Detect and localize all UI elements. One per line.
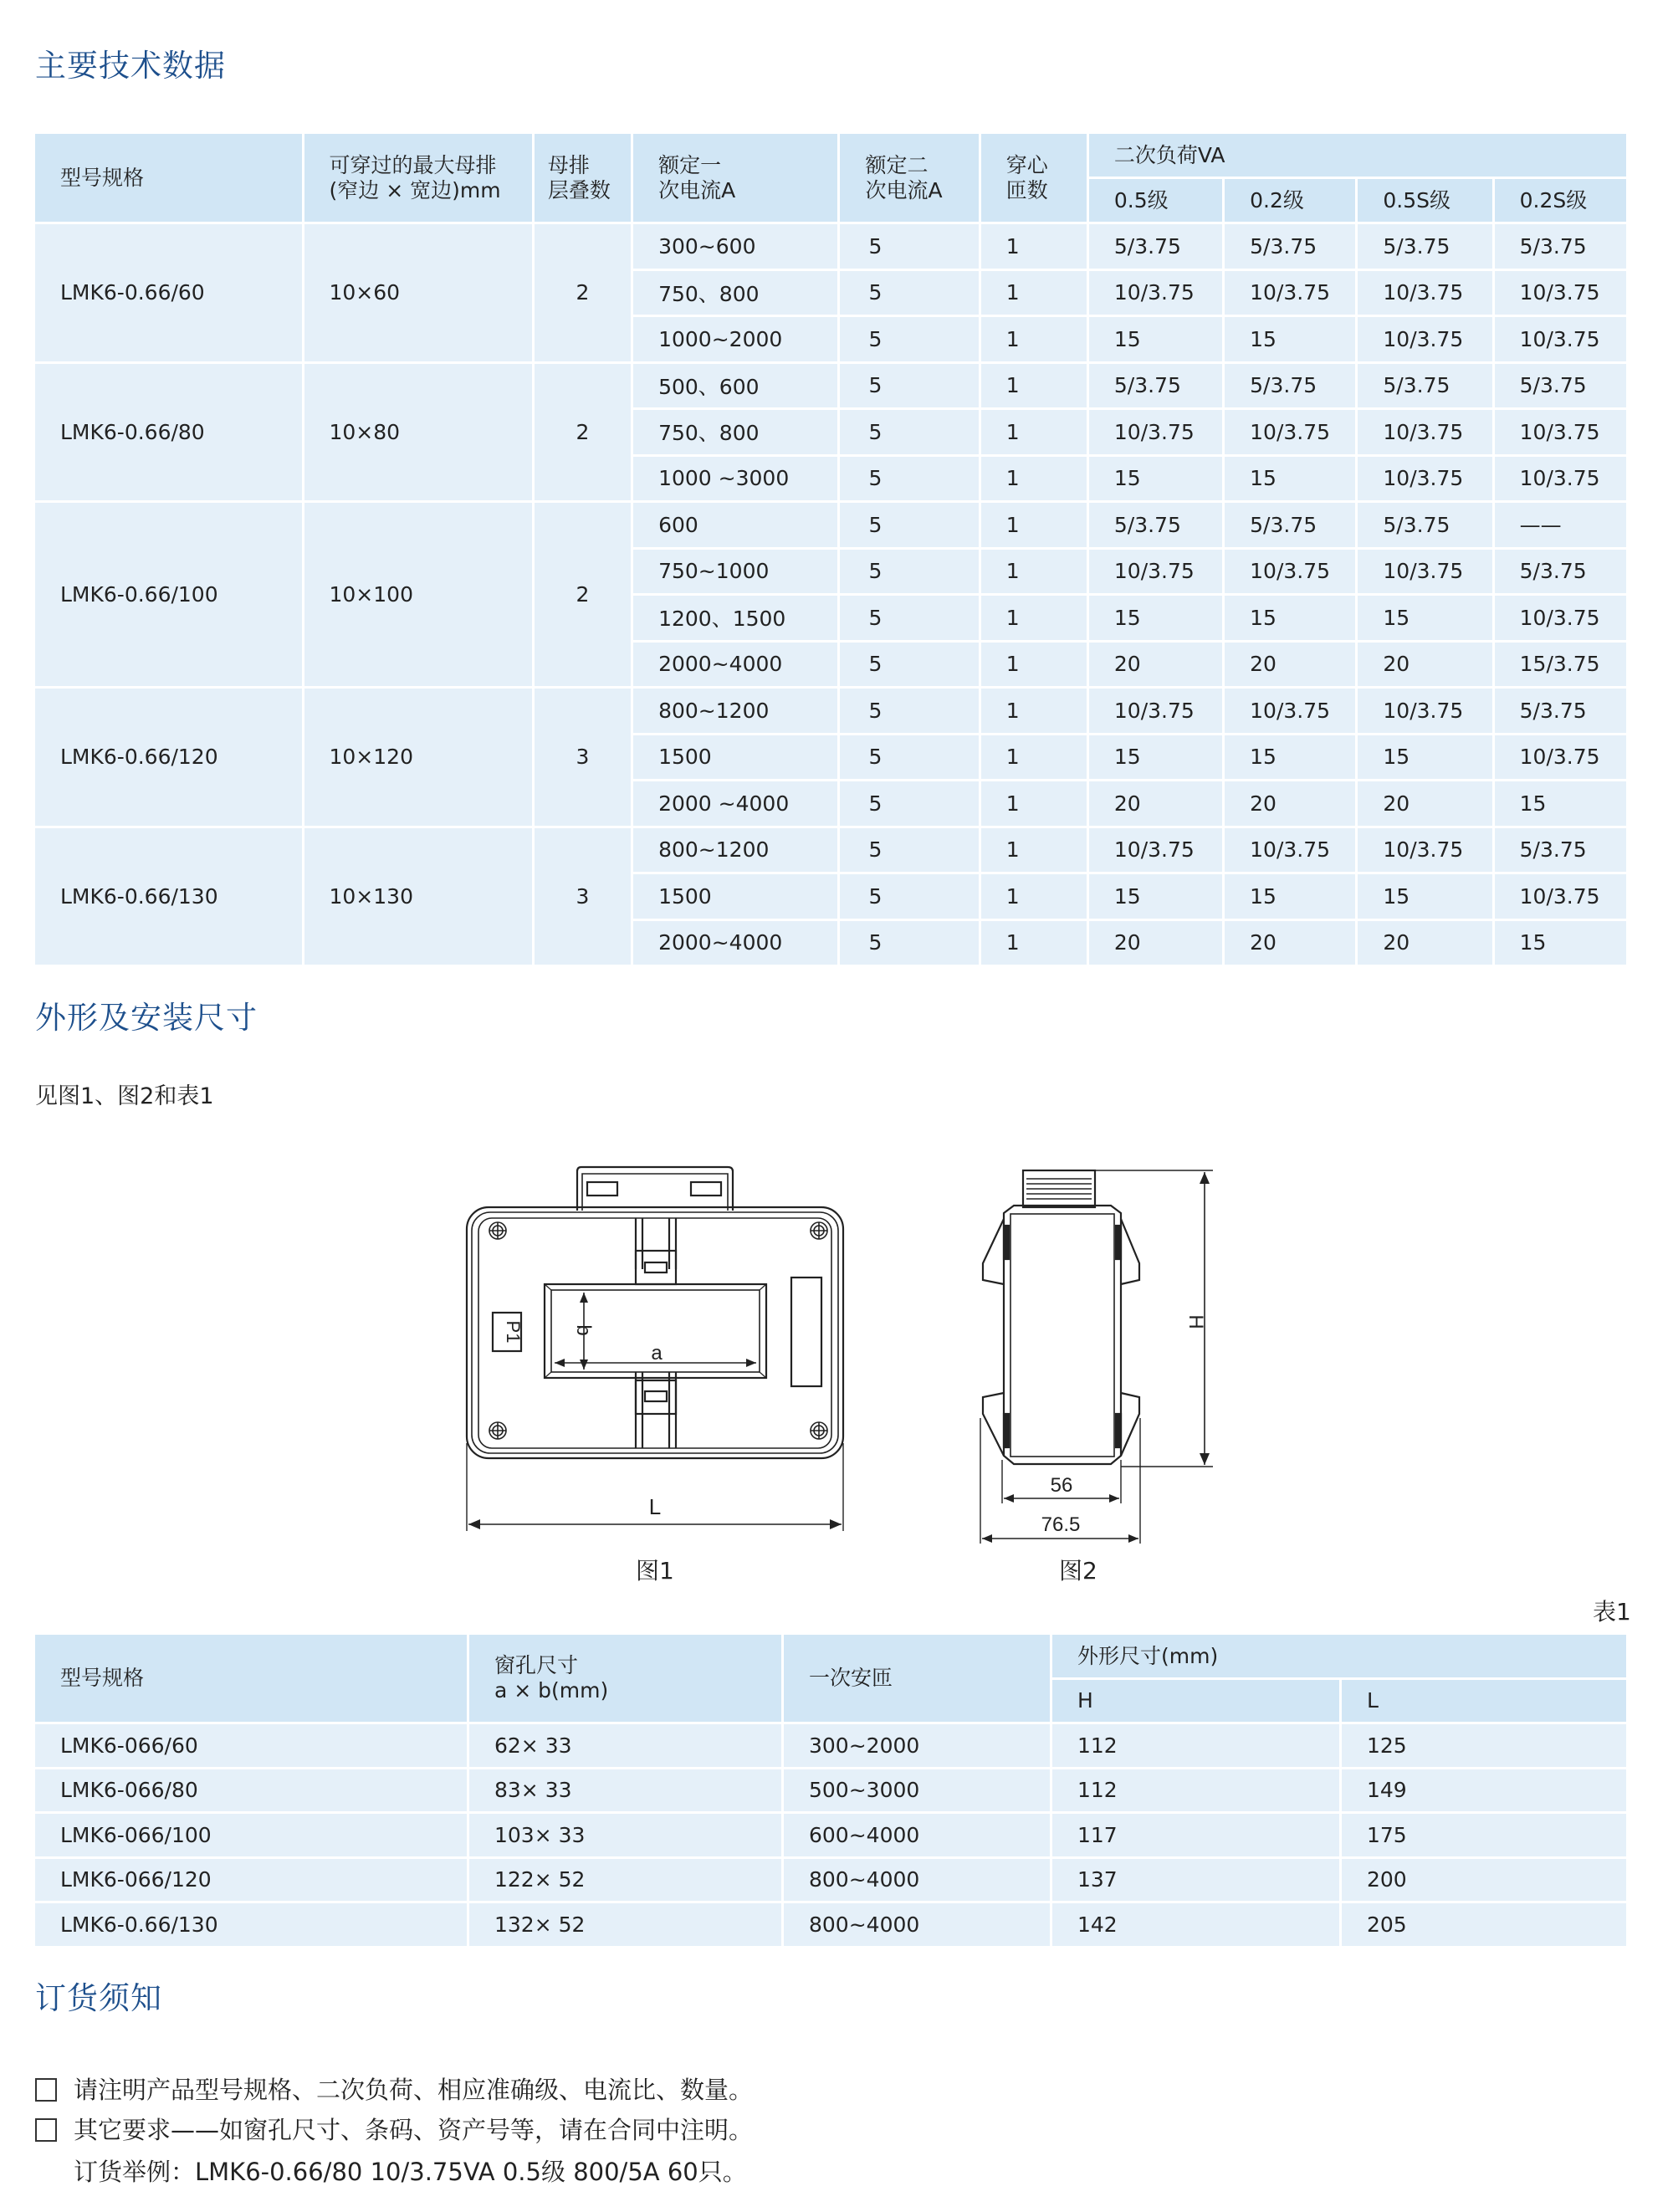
header-turns (981, 134, 1087, 222)
primary-cell: 600 (633, 503, 837, 547)
secondary-cell: 5 (840, 410, 978, 454)
window-cell: 62× 33 (469, 1724, 781, 1767)
header-busbar-line2: (窄边 × 宽边)mm (329, 177, 501, 202)
primary-cell: 1200、1500 (633, 596, 837, 640)
primary-cell: 500、600 (633, 364, 837, 408)
secondary-cell: 5 (840, 224, 978, 269)
c02-cell: 5/3.75 (1225, 503, 1355, 547)
c02s-cell: 15/3.75 (1495, 643, 1626, 687)
fig1-label-b: b (572, 1324, 595, 1336)
model-cell: LMK6-0.66/80 (35, 364, 302, 501)
header-primary-line1: 额定一 (658, 152, 722, 177)
primary-cell: 750、800 (633, 410, 837, 454)
section-title-dimensions: 外形及安装尺寸 (35, 1000, 258, 1036)
c02s-cell: 10/3.75 (1495, 874, 1626, 919)
turns-cell: 1 (981, 410, 1087, 454)
c02-cell: 10/3.75 (1225, 828, 1355, 873)
header-layers (535, 134, 631, 222)
fig1-label-p1: P1 (503, 1320, 524, 1344)
model-cell: LMK6-066/120 (35, 1859, 467, 1902)
primary-cell: 750~1000 (633, 550, 837, 594)
header-busbar-line1: 可穿过的最大母排 (329, 152, 497, 177)
ampere-turns-cell: 600~4000 (784, 1814, 1050, 1856)
model-cell: LMK6-066/60 (35, 1724, 467, 1767)
t2-header-window (469, 1635, 781, 1722)
table-row (35, 1769, 1626, 1812)
H-cell: 117 (1052, 1814, 1339, 1856)
c05s-cell: 15 (1358, 596, 1491, 640)
c02-cell: 20 (1225, 781, 1355, 826)
table-row (35, 1903, 1626, 1946)
secondary-cell: 5 (840, 643, 978, 687)
window-cell: 132× 52 (469, 1903, 781, 1946)
c02-cell: 5/3.75 (1225, 224, 1355, 269)
c05-cell: 10/3.75 (1089, 271, 1222, 315)
c05s-cell: 15 (1358, 735, 1491, 780)
secondary-cell: 5 (840, 271, 978, 315)
c05s-cell: 10/3.75 (1358, 457, 1491, 501)
primary-cell: 1000~2000 (633, 317, 837, 361)
ordering-item-text: 其它要求——如窗孔尺寸、条码、资产号等，请在合同中注明。 (74, 2116, 754, 2144)
ampere-turns-cell: 300~2000 (784, 1724, 1050, 1767)
c02s-cell: 10/3.75 (1495, 457, 1626, 501)
secondary-cell: 5 (840, 781, 978, 826)
c05-cell: 10/3.75 (1089, 550, 1222, 594)
busbar-cell: 10×120 (304, 689, 532, 826)
secondary-cell: 5 (840, 735, 978, 780)
ordering-item-text: 请注明产品型号规格、二次负荷、相应准确级、电流比、数量。 (74, 2076, 754, 2104)
c02-cell: 10/3.75 (1225, 689, 1355, 733)
header-primary-line2: 次电流A (658, 177, 736, 202)
header-busbar (304, 134, 532, 222)
model-cell: LMK6-066/80 (35, 1769, 467, 1812)
turns-cell: 1 (981, 550, 1087, 594)
turns-cell: 1 (981, 364, 1087, 408)
fig2-label-H: H (1184, 1314, 1207, 1329)
fig2-body (1004, 1206, 1121, 1464)
figure-1-front-view (460, 1159, 853, 1552)
c02-cell: 10/3.75 (1225, 271, 1355, 315)
H-cell: 137 (1052, 1859, 1339, 1902)
L-cell: 125 (1342, 1724, 1626, 1767)
c02-cell: 20 (1225, 921, 1355, 965)
c05-cell: 10/3.75 (1089, 410, 1222, 454)
header-primary-current (633, 134, 837, 222)
c05s-cell: 10/3.75 (1358, 271, 1491, 315)
section-title-tech-data: 主要技术数据 (35, 48, 226, 84)
header-class-02s: 0.2S级 (1495, 179, 1626, 222)
primary-cell: 2000 ~4000 (633, 781, 837, 826)
c05-cell: 15 (1089, 317, 1222, 361)
header-model: 型号规格 (35, 134, 302, 222)
c05s-cell: 20 (1358, 781, 1491, 826)
c02s-cell: 5/3.75 (1495, 550, 1626, 594)
c05-cell: 15 (1089, 596, 1222, 640)
turns-cell: 1 (981, 781, 1087, 826)
t2-header-model: 型号规格 (35, 1635, 467, 1722)
checkbox-icon (35, 2078, 57, 2102)
c02-cell: 15 (1225, 735, 1355, 780)
turns-cell: 1 (981, 828, 1087, 873)
turns-cell: 1 (981, 643, 1087, 687)
header-turns-line2: 匝数 (1005, 177, 1048, 202)
L-cell: 175 (1342, 1814, 1626, 1856)
secondary-cell: 5 (840, 921, 978, 965)
section-title-ordering: 订货须知 (35, 1980, 162, 2016)
table-row (35, 1724, 1626, 1767)
c02s-cell: 10/3.75 (1495, 271, 1626, 315)
busbar-cell: 10×60 (304, 224, 532, 361)
c05s-cell: 15 (1358, 874, 1491, 919)
table-label: 表1 (1593, 1598, 1631, 1626)
c02-cell: 5/3.75 (1225, 364, 1355, 408)
c05-cell: 5/3.75 (1089, 224, 1222, 269)
t2-header-window-line2: a × b(mm) (494, 1678, 609, 1703)
checkbox-icon (35, 2118, 57, 2142)
turns-cell: 1 (981, 317, 1087, 361)
layers-cell: 2 (535, 503, 631, 686)
model-cell: LMK6-0.66/130 (35, 828, 302, 965)
secondary-cell: 5 (840, 828, 978, 873)
c02s-cell: 5/3.75 (1495, 224, 1626, 269)
header-secondary-line2: 次电流A (865, 177, 943, 202)
header-layers-line1: 母排 (547, 152, 590, 177)
c02-cell: 15 (1225, 874, 1355, 919)
secondary-cell: 5 (840, 364, 978, 408)
c05-cell: 20 (1089, 921, 1222, 965)
ordering-item (35, 2112, 753, 2146)
window-cell: 122× 52 (469, 1859, 781, 1902)
c02-cell: 10/3.75 (1225, 410, 1355, 454)
t2-header-H: H (1052, 1680, 1339, 1722)
fig1-label-L: L (648, 1494, 662, 1519)
fig1-label-a: a (651, 1342, 663, 1365)
c05s-cell: 20 (1358, 643, 1491, 687)
header-burden-group: 二次负荷VA (1089, 134, 1626, 177)
fig2-label-56: 56 (1050, 1474, 1073, 1497)
turns-cell: 1 (981, 503, 1087, 547)
c05s-cell: 10/3.75 (1358, 410, 1491, 454)
c05-cell: 10/3.75 (1089, 689, 1222, 733)
primary-cell: 2000~4000 (633, 643, 837, 687)
fig2-label-76-5: 76.5 (1041, 1513, 1081, 1536)
H-cell: 112 (1052, 1769, 1339, 1812)
header-class-02: 0.2级 (1225, 179, 1355, 222)
c05s-cell: 10/3.75 (1358, 550, 1491, 594)
table-row (35, 1859, 1626, 1902)
busbar-cell: 10×80 (304, 364, 532, 501)
secondary-cell: 5 (840, 503, 978, 547)
ordering-item (35, 2071, 753, 2106)
c02s-cell: 5/3.75 (1495, 828, 1626, 873)
layers-cell: 3 (535, 828, 631, 965)
dimensions-table (33, 1632, 1629, 1948)
c05s-cell: 5/3.75 (1358, 364, 1491, 408)
table-row (35, 224, 1626, 269)
c02-cell: 15 (1225, 317, 1355, 361)
c05-cell: 20 (1089, 781, 1222, 826)
turns-cell: 1 (981, 735, 1087, 780)
turns-cell: 1 (981, 596, 1087, 640)
c05s-cell: 10/3.75 (1358, 828, 1491, 873)
c02s-cell: 10/3.75 (1495, 735, 1626, 780)
c05-cell: 15 (1089, 874, 1222, 919)
figure-2-caption: 图2 (1059, 1557, 1097, 1585)
c02s-cell: 5/3.75 (1495, 689, 1626, 733)
secondary-cell: 5 (840, 457, 978, 501)
c05-cell: 5/3.75 (1089, 503, 1222, 547)
turns-cell: 1 (981, 457, 1087, 501)
ordering-example: 订货举例：LMK6-0.66/80 10/3.75VA 0.5级 800/5A 60只。 (74, 2158, 747, 2186)
header-secondary-line1: 额定二 (865, 152, 929, 177)
screw-icon (489, 1222, 827, 1439)
c05-cell: 10/3.75 (1089, 828, 1222, 873)
H-cell: 142 (1052, 1903, 1339, 1946)
primary-cell: 750、800 (633, 271, 837, 315)
primary-cell: 800~1200 (633, 828, 837, 873)
c02-cell: 10/3.75 (1225, 550, 1355, 594)
technical-data-table (33, 131, 1629, 967)
secondary-cell: 5 (840, 874, 978, 919)
c05s-cell: 5/3.75 (1358, 224, 1491, 269)
t2-header-ampere-turns: 一次安匝 (784, 1635, 1050, 1722)
c05s-cell: 10/3.75 (1358, 689, 1491, 733)
window-cell: 103× 33 (469, 1814, 781, 1856)
c02s-cell: 10/3.75 (1495, 596, 1626, 640)
busbar-cell: 10×130 (304, 828, 532, 965)
primary-cell: 1000 ~3000 (633, 457, 837, 501)
busbar-cell: 10×100 (304, 503, 532, 686)
c05-cell: 20 (1089, 643, 1222, 687)
table-row (35, 689, 1626, 733)
secondary-cell: 5 (840, 689, 978, 733)
figure-2-side-view (962, 1159, 1221, 1552)
layers-cell: 2 (535, 224, 631, 361)
c02s-cell: 15 (1495, 781, 1626, 826)
L-cell: 205 (1342, 1903, 1626, 1946)
c02-cell: 15 (1225, 457, 1355, 501)
header-secondary-current (840, 134, 978, 222)
ampere-turns-cell: 500~3000 (784, 1769, 1050, 1812)
primary-cell: 1500 (633, 874, 837, 919)
primary-cell: 300~600 (633, 224, 837, 269)
primary-cell: 800~1200 (633, 689, 837, 733)
secondary-cell: 5 (840, 596, 978, 640)
table-row (35, 828, 1626, 873)
secondary-cell: 5 (840, 317, 978, 361)
header-layers-line2: 层叠数 (547, 177, 611, 202)
c02-cell: 20 (1225, 643, 1355, 687)
layers-cell: 3 (535, 689, 631, 826)
c02s-cell: 10/3.75 (1495, 410, 1626, 454)
c02s-cell: —— (1495, 503, 1626, 547)
turns-cell: 1 (981, 921, 1087, 965)
model-cell: LMK6-066/100 (35, 1814, 467, 1856)
H-cell: 112 (1052, 1724, 1339, 1767)
c02-cell: 15 (1225, 596, 1355, 640)
layers-cell: 2 (535, 364, 631, 501)
table-row (35, 364, 1626, 408)
ampere-turns-cell: 800~4000 (784, 1903, 1050, 1946)
turns-cell: 1 (981, 271, 1087, 315)
table-row (35, 503, 1626, 547)
L-cell: 200 (1342, 1859, 1626, 1902)
model-cell: LMK6-0.66/100 (35, 503, 302, 686)
secondary-cell: 5 (840, 550, 978, 594)
header-turns-line1: 穿心 (1005, 152, 1048, 177)
c05-cell: 5/3.75 (1089, 364, 1222, 408)
c05-cell: 15 (1089, 735, 1222, 780)
header-class-05: 0.5级 (1089, 179, 1222, 222)
primary-cell: 1500 (633, 735, 837, 780)
window-cell: 83× 33 (469, 1769, 781, 1812)
primary-cell: 2000~4000 (633, 921, 837, 965)
c05s-cell: 5/3.75 (1358, 503, 1491, 547)
model-cell: LMK6-0.66/60 (35, 224, 302, 361)
model-cell: LMK6-0.66/130 (35, 1903, 467, 1946)
turns-cell: 1 (981, 689, 1087, 733)
c02s-cell: 15 (1495, 921, 1626, 965)
c02s-cell: 10/3.75 (1495, 317, 1626, 361)
ampere-turns-cell: 800~4000 (784, 1859, 1050, 1902)
dimensions-note: 见图1、图2和表1 (35, 1083, 214, 1109)
header-class-05s: 0.5S级 (1358, 179, 1491, 222)
c05s-cell: 10/3.75 (1358, 317, 1491, 361)
c02s-cell: 5/3.75 (1495, 364, 1626, 408)
t2-header-L: L (1342, 1680, 1626, 1722)
model-cell: LMK6-0.66/120 (35, 689, 302, 826)
table-row (35, 1814, 1626, 1856)
t2-header-window-line1: 窗孔尺寸 (494, 1653, 579, 1677)
c05s-cell: 20 (1358, 921, 1491, 965)
turns-cell: 1 (981, 874, 1087, 919)
c05-cell: 15 (1089, 457, 1222, 501)
figure-1-caption: 图1 (636, 1557, 674, 1585)
turns-cell: 1 (981, 224, 1087, 269)
L-cell: 149 (1342, 1769, 1626, 1812)
t2-header-outline-group: 外形尺寸(mm) (1052, 1635, 1626, 1677)
